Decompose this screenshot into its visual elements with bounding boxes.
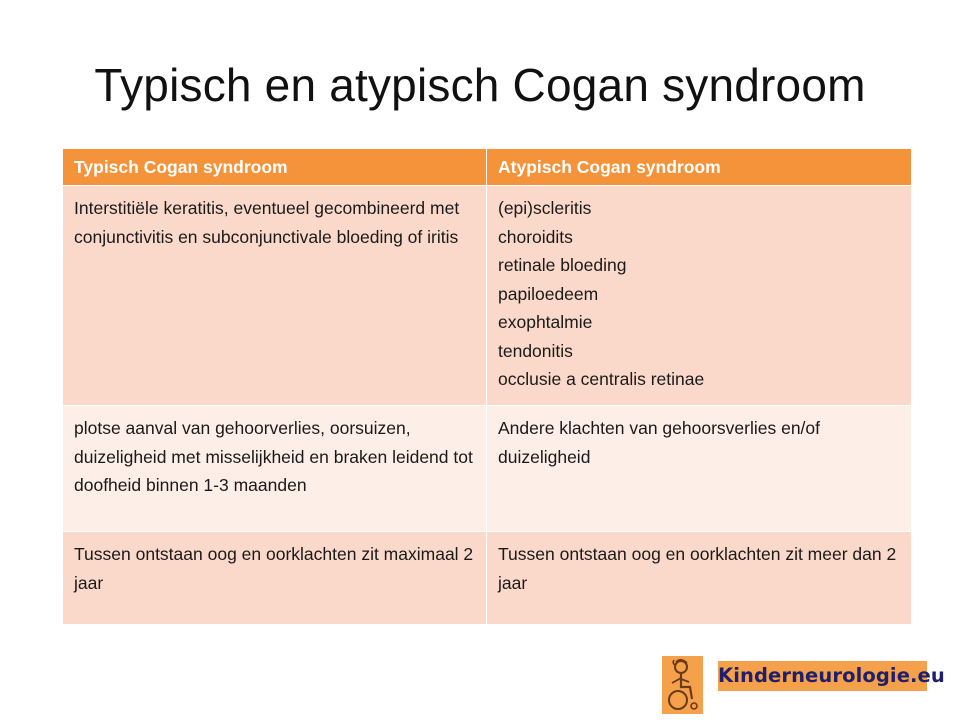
table-row [63,406,912,532]
table-row [63,186,912,406]
slide-title: Typisch en atypisch Cogan syndroom [94,59,866,111]
table-header-row [63,149,912,186]
cell-typisch-ear: plotse aanval van gehoorverlies, oorsuizen, duizeligheid met misselijkheid en braken leidend tot doofheid binnen 1-3 maanden [63,406,487,532]
cell-atypisch-ear: Andere klachten van gehoorsverlies en/of duizeligheid [487,406,912,532]
kinderneurologie-logo [662,656,945,714]
cell-typisch-interval: Tussen ontstaan oog en oorklachten zit maximaal 2 jaar [63,532,487,625]
header-atypisch: Atypisch Cogan syndroom [487,149,912,186]
cell-atypisch-interval: Tussen ontstaan oog en oorklachten zit meer dan 2 jaar [487,532,912,625]
cell-typisch-eye: Interstitiële keratitis, eventueel gecombineerd met conjunctivitis en subconjunctivale bloeding of iritis [63,186,487,406]
comparison-table [62,148,912,625]
logo-text: Kinderneurologie.eu [718,661,927,691]
header-typisch: Typisch Cogan syndroom [63,149,487,186]
cell-atypisch-eye: (epi)scleritis choroidits retinale bloeding papiloedeem exophtalmie tendonitis occlusie a centralis retinae [487,186,912,406]
wheelchair-figure-icon [662,656,703,714]
table-row [63,532,912,625]
